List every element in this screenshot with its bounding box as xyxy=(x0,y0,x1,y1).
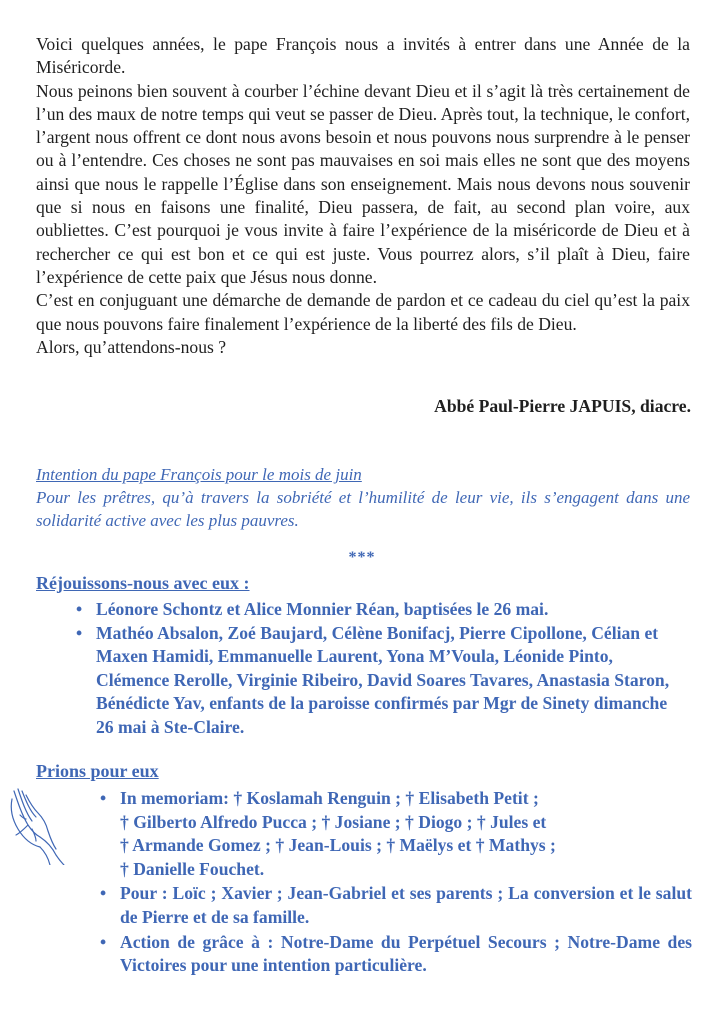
signature: Abbé Paul-Pierre JAPUIS, diacre. xyxy=(434,396,691,416)
action-de-grace-item: Action de grâce à : Notre-Dame du Perpétuel Secours ; Notre-Dame des Victoires pour une intention particulière. xyxy=(120,931,692,976)
bullet-icon: • xyxy=(76,599,83,619)
pope-intention xyxy=(36,463,690,532)
memoriam-line: † Gilberto Alfredo Pucca ; † Josiane ; † Diogo ; † Jules et xyxy=(120,811,547,832)
baptism-item: Léonore Schontz et Alice Monnier Réan, baptisées le 26 mai. xyxy=(96,599,549,619)
intention-text: Pour les prêtres, qu’à travers la sobriété et l’humilité de leur vie, ils s’engagent dans une solidarité active avec les plus pauvres. xyxy=(36,488,690,530)
intention-title: Intention du pape François pour le mois de juin xyxy=(36,465,362,484)
intro-paragraph-4: Alors, qu’attendons-nous ? xyxy=(36,336,227,357)
rejoice-list xyxy=(76,598,676,740)
list-item xyxy=(100,882,692,929)
bullet-icon: • xyxy=(100,788,107,808)
memoriam-line: In memoriam: † Koslamah Renguin ; † Elisabeth Petit ; xyxy=(120,788,539,808)
memoriam-line: † Danielle Fouchet. xyxy=(120,858,265,879)
memoriam-line: † Armande Gomez ; † Jean-Louis ; † Maëlys et † Mathys ; xyxy=(120,835,556,856)
list-item xyxy=(100,931,692,978)
intro-paragraph-3: C’est en conjuguant une démarche de demande de pardon et ce cadeau du ciel qu’est la paix que nous pouvons faire finalement l’expérience de la liberté des fils de Dieu. xyxy=(36,290,690,334)
intro-paragraph-2: Nous peinons bien souvent à courber l’échine devant Dieu et il s’agit là très certainement de l’un des maux de notre temps qui veut se passer de Dieu. Après tout, la technique, le confort, l’argent nous offrent ce dont nous avons besoin et nous pouvons nous surprendre à le penser ou à l’entendre. Ces choses ne sont pas mauvaises en soi mais elles ne sont que des moyens ainsi que nous le rappelle l’Église dans son enseignement. Mais nous devons nous souvenir que si nous en faisons une finalité, Dieu passera, de fait, au second plan voire, aux oubliettes. C’est pourquoi je vous invite à faire l’expérience de la miséricorde de Dieu et à rechercher ce qui est bon et ce qui est juste. Vous pourrez alors, s’il plaît à Dieu, faire l’expérience de cette paix que Jésus nous donne. xyxy=(36,80,690,287)
list-item xyxy=(100,787,692,881)
list-item xyxy=(76,598,676,622)
prions-title: Prions pour eux xyxy=(36,761,159,781)
bullet-icon: • xyxy=(100,931,107,952)
praying-hands-icon xyxy=(6,785,66,865)
pour-item: Pour : Loïc ; Xavier ; Jean-Gabriel et ses parents ; La conversion et le salut de Pierre et de sa famille. xyxy=(120,883,692,927)
confirmation-item: Mathéo Absalon, Zoé Baujard, Célène Bonifacj, Pierre Cipollone, Célian et Maxen Hamidi, Emmanuelle Laurent, Yona M’Voula, Léonide Pinto, Clémence Rerolle, Virginie Ribeiro, David Soares Tavares, Anastasia Staron, Bénédicte Yav, enfants de la paroisse confirmés par Mgr de Sinety dimanche 26 mai à Ste-Claire. xyxy=(96,622,670,737)
prions-list xyxy=(100,787,692,979)
rejoice-title: Réjouissons-nous avec eux : xyxy=(36,573,250,593)
intro-paragraph-1: Voici quelques années, le pape François nous a invités à entrer dans une Année de la Miséricorde. xyxy=(36,34,690,78)
intro-text xyxy=(36,33,690,359)
separator: *** xyxy=(348,549,376,566)
bullet-icon: • xyxy=(76,622,83,643)
list-item xyxy=(76,622,676,740)
bullet-icon: • xyxy=(100,883,107,904)
